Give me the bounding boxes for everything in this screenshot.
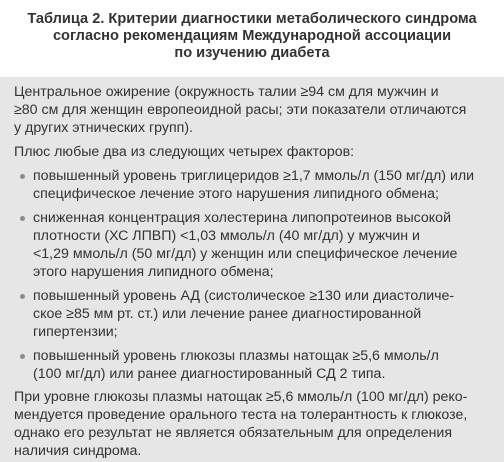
text-line: <1,29 ммоль/л (50 мг/дл) у женщин или специфическое лечение <box>33 246 458 262</box>
table-title-line: согласно рекомендациям Международной ассоциации <box>52 28 452 44</box>
factor-fasting-glucose <box>14 347 496 383</box>
text-line: повышенный уровень триглицеридов ≥1,7 ммоль/л (150 мг/дл) или <box>33 168 475 184</box>
factor-list <box>14 167 496 383</box>
text-line: специфическое лечение этого нарушения липидного обмена; <box>33 186 439 202</box>
bullet-icon <box>20 174 25 179</box>
text-line: однако его результат не является обязательным для определения <box>14 425 453 441</box>
text-line: у других этнических групп). <box>14 120 194 136</box>
table-title-line: по изучению диабета <box>174 45 330 61</box>
bullet-icon <box>20 354 25 359</box>
table-title <box>0 11 504 62</box>
bullet-icon <box>20 294 25 299</box>
table-title-line: Таблица 2. Критерии диагностики метаболического синдрома <box>27 11 477 27</box>
text-line: (100 мг/дл) или ранее диагностированный СД 2 типа. <box>33 366 386 382</box>
text-line: ≥80 см для женщин европеоидной расы; эти показатели отличаются <box>14 102 467 118</box>
factor-triglycerides <box>14 167 496 203</box>
text-line: Центральное ожирение (окружность талии ≥94 см для мужчин и <box>14 84 439 100</box>
factor-hdl-cholesterol <box>14 209 496 281</box>
text-line: плотности (ХС ЛПВП) <1,03 ммоль/л (40 мг/дл) у мужчин и <box>33 228 420 244</box>
bullet-icon <box>20 216 25 221</box>
text-line: мендуется проведение орального теста на толерантность к глюкозе, <box>14 407 468 423</box>
text-line: гипертензии; <box>33 324 118 340</box>
glucose-test-note <box>14 388 496 460</box>
text-line: сниженная концентрация холестерина липопротеинов высокой <box>33 210 451 226</box>
text-line: ское ≥85 мм рт. ст.) или лечение ранее диагностированной <box>33 306 422 322</box>
factor-blood-pressure <box>14 287 496 341</box>
text-line: наличия синдрома. <box>14 443 142 459</box>
central-obesity-criterion <box>14 83 496 137</box>
text-line: повышенный уровень АД (систолическое ≥130 или диастоличе- <box>33 288 455 304</box>
criteria-content <box>14 83 496 460</box>
text-line: этого нарушения липидного обмена; <box>33 264 274 280</box>
text-line: повышенный уровень глюкозы плазмы натощак ≥5,6 ммоль/л <box>33 348 439 364</box>
factors-lead: Плюс любые два из следующих четырех факторов: <box>14 144 355 160</box>
text-line: При уровне глюкозы плазмы натощак ≥5,6 ммоль/л (100 мг/дл) реко- <box>14 389 468 405</box>
